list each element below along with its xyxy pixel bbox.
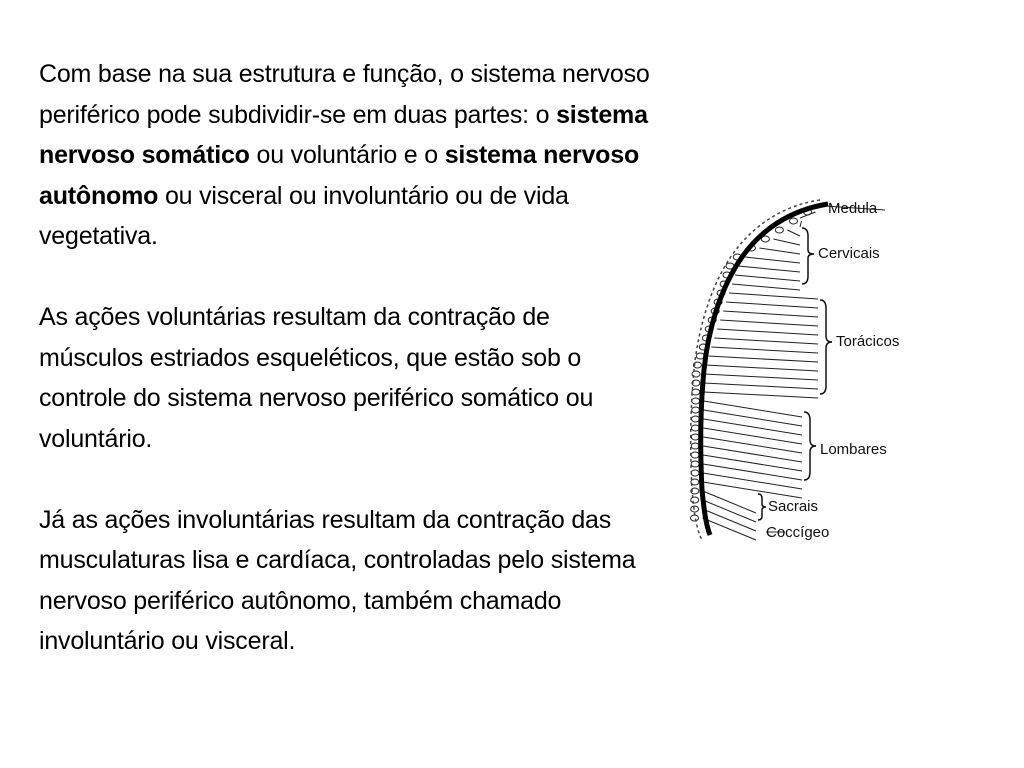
spinal-nerve-branch — [704, 419, 803, 435]
cervicais-bracket — [802, 228, 814, 284]
spinal-nerves-figure — [680, 190, 920, 550]
label-toracicos: Torácicos — [836, 333, 900, 350]
spinal-nerve-branch — [703, 446, 802, 462]
vertebra-mark — [692, 398, 700, 404]
label-sacrais: Sacrais — [768, 498, 819, 515]
spinal-nerve-branch — [703, 491, 756, 513]
spinal-nerve-branch — [787, 230, 800, 236]
spinal-nerve-branch — [773, 239, 800, 245]
spinal-nerve-branch — [703, 428, 802, 444]
spinal-nerve-branch — [704, 383, 818, 389]
main-text — [39, 54, 659, 662]
p1-text-3: ou visceral ou involuntário ou de vida vegetativa. — [39, 181, 569, 250]
vertebra-mark — [790, 218, 798, 224]
p1-bold-autonomo: sistema nervoso autônomo — [39, 141, 640, 210]
vertebra-mark — [691, 452, 699, 458]
spinal-cord — [701, 204, 828, 535]
spinal-nerve-branch — [703, 509, 756, 531]
spinal-nerve-branch — [703, 473, 802, 489]
lombares-bracket — [804, 412, 816, 480]
vertebra-mark — [691, 470, 699, 476]
spinal-nerve-branch — [704, 392, 818, 398]
vertebra-mark — [691, 425, 699, 431]
spinal-nerve-branch — [723, 311, 818, 317]
vertebra-mark — [691, 434, 699, 440]
spinal-nerve-branch — [726, 302, 818, 308]
vertebra-mark — [691, 443, 699, 449]
vertebra-mark — [692, 416, 700, 422]
spinal-nerve-branch — [703, 437, 802, 453]
label-medula: Medula — [828, 200, 878, 217]
label-lombares: Lombares — [820, 441, 887, 458]
vertebra-mark — [691, 461, 699, 467]
spinal-nerve-branch — [711, 347, 818, 353]
sacrais-bracket — [758, 494, 766, 520]
spinal-nerve-branch — [745, 257, 800, 263]
toracicos-bracket — [820, 300, 832, 394]
vertebra-mark — [691, 497, 699, 503]
spinal-nerve-branch — [732, 284, 800, 290]
spinal-nerve-branch — [717, 329, 818, 335]
p1-text-1: Com base na sua estrutura e função, o sistema nervoso periférico pode subdividir-se em duas partes: o — [39, 60, 650, 129]
label-cervicais: Cervicais — [818, 245, 880, 262]
vertebra-mark — [775, 227, 783, 233]
spinal-nerve-branch — [703, 455, 802, 471]
spinal-nerve-branch — [705, 365, 818, 371]
spinal-nerve-branch — [759, 248, 800, 254]
spinal-nerve-branch — [738, 266, 800, 272]
paragraph-2: As ações voluntárias resultam da contração de músculos estriados esqueléticos, que estão sob o controle do sistema nervoso periférico somático ou voluntário. — [39, 303, 594, 453]
paragraph-1 — [39, 54, 659, 257]
spinal-nerve-branch — [704, 374, 818, 380]
spinal-nerve-branch — [703, 464, 802, 480]
label-coccigeo: Coccígeo — [766, 524, 830, 541]
vertebra-mark — [692, 407, 700, 413]
spinal-nerve-branch — [714, 338, 818, 344]
p1-bold-somatico: sistema nervoso somático — [39, 100, 648, 169]
spinal-nerve-branch — [704, 410, 802, 426]
paragraph-3: Já as ações involuntárias resultam da contração das musculaturas lisa e cardíaca, controladas pelo sistema nervoso periférico autônomo, também chamado involuntário ou visceral. — [39, 505, 636, 655]
p1-text-2: ou voluntário e o — [249, 141, 445, 169]
spinal-nerve-branch — [729, 293, 818, 299]
spinal-nerve-branch — [800, 221, 802, 227]
spinal-nerve-branch — [704, 401, 802, 417]
spinal-nerve-branch — [735, 275, 800, 281]
spinal-nerve-branch — [708, 356, 818, 362]
spinal-nerve-branch — [703, 500, 756, 522]
spinal-nerve-branch — [703, 482, 802, 498]
spinal-cord-drawing — [680, 190, 920, 550]
spinal-nerve-branch — [720, 320, 818, 326]
